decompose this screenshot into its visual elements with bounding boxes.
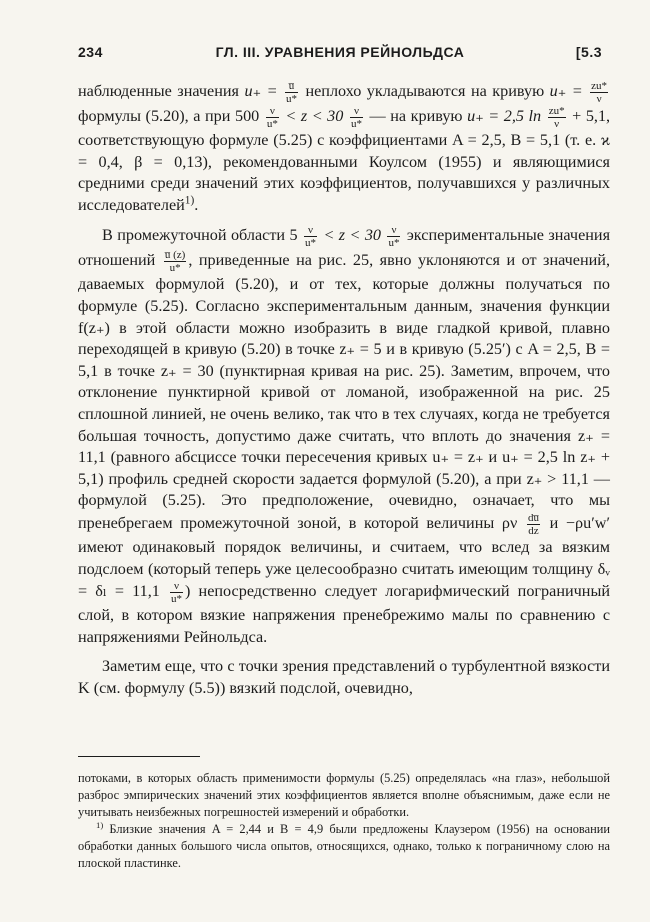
fraction	[170, 580, 183, 605]
page-header	[78, 44, 602, 66]
fraction-denominator: ν	[596, 93, 602, 105]
text-run: , приведенные на рис. 25, явно уклоняются и от значений, даваемых формулой (5.20), и от тех, которые должны получаться по формуле (5.25). Согласно экспериментальным данным, значения функции f(z₊) в этой области можно изобразить в виде гладкой кривой, плавно переходящей в кривую (5.20) в точке z₊ = 5 и в кривую (5.25′) с A = 2,5, B = 5,1 в точке z₊ = 30 (пунктирная кривая на рис. 25). Заметим, впрочем, что отклонение пунктирной кривой от ломаной, изображенной на рис. 25 сплошной линией, не очень велико, так что в тех случаях, когда не требуется большая точность, допустимо даже считать, что вплоть до значения z₊ = 11,1 (равного абсциссе точки пересечения кривых u₊ = z₊ и u₊ = 2,5 ln z₊ + 5,1) профиль средней скорости задается формулой (5.20), а при z₊ > 11,1 — формулой (5.25). Это предположение, очевидно, означает, что мы пренебрегаем промежуточной зоной, в которой величины ρν	[78, 251, 611, 533]
fraction-denominator: ν	[554, 118, 560, 130]
text-run: В промежуточной области 5	[102, 226, 298, 245]
text-run: наблюденные значения	[78, 82, 239, 101]
fraction-denominator: u*	[169, 262, 181, 275]
footnote-text: Близкие значения A = 2,44 и B = 4,9 были предложены Клаузером (1956) на основании обработки данных большого числа опытов, относящихся, однако, только к пограничному слою на плоской пластинке.	[78, 822, 610, 870]
text-run: формулы (5.20), а при	[78, 107, 231, 126]
fraction-denominator: u*	[350, 118, 362, 130]
fraction	[304, 224, 317, 249]
formula: u₊ =	[244, 82, 278, 101]
fraction	[548, 105, 566, 130]
fraction	[590, 80, 608, 105]
formula: u₊ = 2,5 ln	[467, 107, 542, 126]
footnote-marker: 1)	[96, 819, 104, 830]
fraction-denominator: dz	[528, 524, 539, 537]
fraction	[350, 105, 363, 130]
fraction-numerator: zu*	[548, 105, 565, 117]
text-run: неплохо укладываются на кривую	[305, 82, 545, 101]
fraction	[527, 512, 540, 537]
fraction	[387, 224, 400, 249]
text-run: экспериментальные значения отношений	[78, 226, 611, 270]
footnote-divider	[78, 756, 200, 757]
fraction-numerator: zu*	[591, 80, 608, 92]
text-run: .	[194, 195, 199, 214]
paragraph-2	[78, 224, 610, 648]
paragraph-1	[78, 80, 610, 216]
fraction-numerator: ν	[350, 105, 363, 118]
fraction-denominator: u*	[285, 93, 297, 105]
fraction-numerator: u̅	[285, 80, 298, 93]
fraction-numerator: ν	[170, 580, 183, 593]
fraction-denominator: u*	[171, 593, 183, 606]
fraction	[285, 80, 298, 105]
fraction	[266, 105, 279, 130]
running-title: ГЛ. III. УРАВНЕНИЯ РЕЙНОЛЬДСА	[215, 44, 465, 60]
text-run: — на кривую	[369, 107, 463, 126]
fraction-numerator: ν	[304, 224, 317, 237]
fraction-numerator: ν	[266, 105, 279, 118]
text-run: и −ρu′w′ имеют одинаковый порядок величины, и считаем, что вслед за вязким подслоем (который теперь уже целесообразно считать имеющим толщину δᵥ = δₗ = 11,1	[78, 514, 610, 601]
section-number: [5.3	[575, 44, 602, 60]
formula: u₊ =	[549, 82, 583, 101]
fraction-numerator: ν	[387, 224, 400, 237]
fraction-numerator: du̅	[527, 511, 539, 524]
fraction-denominator: u*	[388, 237, 400, 250]
formula: < z < 30	[323, 226, 382, 245]
page-number: 234	[78, 44, 103, 60]
footnotes	[78, 770, 610, 872]
paragraph-3: Заметим еще, что с точки зрения представлений о турбулентной вязкости K (см. формулу (5.5)) вязкий подслой, очевидно,	[78, 657, 610, 697]
text-run: ) непосредственно следует логарифмический пограничный слой, в котором вязкие напряжения пренебрежимо малы по сравнению с напряжениями Рейнольдса.	[78, 582, 611, 646]
fraction	[164, 249, 186, 274]
footnote-marker: 1)	[184, 194, 195, 207]
fraction-denominator: u*	[266, 118, 278, 130]
formula: 500	[234, 107, 260, 126]
fraction-numerator: u̅ (z)	[164, 249, 186, 262]
footnote-1	[78, 821, 610, 872]
formula: < z < 30	[285, 107, 344, 126]
text-run: + 5,1, соответствующую формуле (5.25) с коэффициентами A = 2,5, B = 5,1 (т. е. ϰ = 0,4, β = 0,13), рекомендованными Коулсом (1955) и являющимися средними среди значений этих коэффициентов, получавшихся у различных исследователей	[78, 107, 611, 214]
main-text	[78, 80, 610, 699]
footnote-continuation: потоками, в которых область применимости формулы (5.25) определялась «на глаз», небольшой разброс эмпирических значений этих коэффициентов является вполне объяснимым, даже если не учитывать неизбежных погрешностей измерений и обработки.	[78, 771, 610, 819]
fraction-denominator: u*	[305, 237, 317, 250]
